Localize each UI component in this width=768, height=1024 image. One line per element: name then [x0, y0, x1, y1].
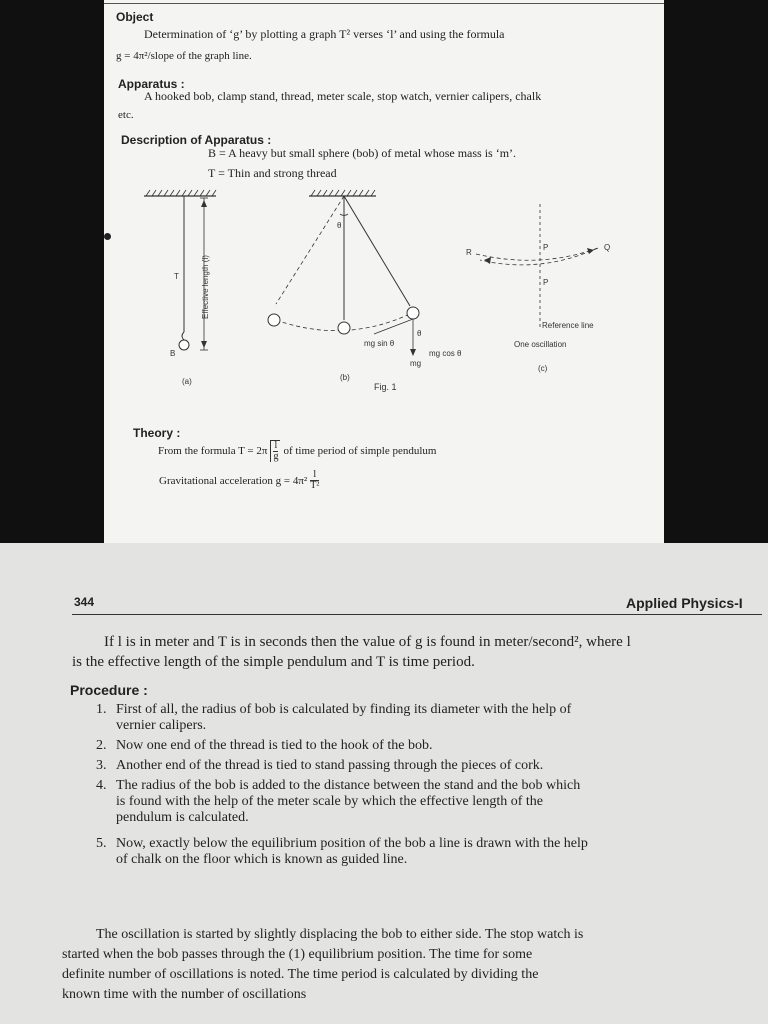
procedure-step-4	[96, 778, 764, 826]
mg-sin-label: mg sin θ	[364, 339, 395, 348]
step-number: 2.	[96, 738, 107, 753]
theta-top: θ	[337, 221, 342, 230]
bullet-mark	[104, 233, 111, 240]
object-heading: Object	[116, 10, 154, 24]
step-number: 5.	[96, 836, 107, 851]
theory-line1-post: of time period of simple pendulum	[283, 445, 437, 457]
theory-heading: Theory :	[133, 426, 181, 440]
step-line: pendulum is calculated.	[116, 810, 249, 825]
label-t-text: T	[174, 272, 179, 281]
header-rule	[72, 614, 762, 615]
label-p-bottom: P	[543, 278, 549, 287]
para1-line1: If l is in meter and T is in seconds then the value of g is found in meter/second², where l	[104, 634, 631, 650]
procedure-step-1	[96, 702, 764, 734]
procedure-step-5	[96, 836, 764, 868]
caption-c: (c)	[538, 364, 548, 373]
para2-line3: definite number of oscillations is noted. The time period is calculated by dividing the	[62, 967, 539, 982]
theory-line2	[159, 470, 319, 491]
theory-line2-pre: Gravitational acceleration g = 4π²	[159, 474, 308, 487]
description-heading: Description of Apparatus :	[121, 133, 272, 147]
step-line: Now one end of the thread is tied to the hook of the bob.	[116, 738, 433, 753]
step-line: First of all, the radius of bob is calculated by finding its diameter with the help of	[116, 702, 572, 717]
apparatus-line1: A hooked bob, clamp stand, thread, meter scale, stop watch, vernier calipers, chalk	[144, 89, 542, 103]
label-b-text: B	[170, 349, 176, 358]
pendulum-figure	[104, 184, 664, 394]
sqrt-num: l	[274, 440, 278, 451]
sqrt-fraction	[270, 440, 280, 462]
figure-a	[144, 190, 216, 386]
procedure-step-2	[96, 738, 764, 754]
one-oscillation-label: One oscillation	[514, 340, 567, 349]
step-number: 1.	[96, 702, 107, 717]
step-line: of chalk on the floor which is known as guided line.	[116, 852, 408, 867]
sqrt-den: g	[273, 451, 279, 462]
step-line: Now, exactly below the equilibrium position of the bob a line is drawn with the help	[116, 836, 588, 851]
apparatus-heading: Apparatus :	[118, 77, 185, 91]
reference-line-label: Reference line	[542, 321, 594, 330]
para1-line2: is the effective length of the simple pendulum and T is time period.	[72, 654, 475, 670]
description-line1: B = A heavy but small sphere (bob) of metal whose mass is ‘m’.	[208, 146, 517, 160]
step-line: The radius of the bob is added to the distance between the stand and the bob which	[116, 778, 581, 793]
running-header: Applied Physics-I	[626, 595, 743, 611]
theory-line1-pre: From the formula T = 2π	[158, 445, 268, 457]
caption-b: (b)	[340, 373, 350, 382]
object-line1: Determination of ‘g’ by plotting a graph T² verses ‘l’ and using the formula	[144, 27, 505, 41]
step-line: vernier calipers.	[116, 718, 207, 733]
effective-length-label: Effective length (l)	[201, 255, 210, 319]
step-line: Another end of the thread is tied to stand passing through the pieces of cork.	[116, 758, 544, 773]
top-rule	[104, 3, 664, 4]
figure-b	[268, 190, 462, 392]
page-upper	[104, 0, 664, 543]
caption-a: (a)	[182, 377, 192, 386]
page-lower	[0, 543, 768, 1024]
para2-line1: The oscillation is started by slightly displacing the bob to either side. The stop watch is	[96, 927, 584, 942]
step-number: 3.	[96, 758, 107, 773]
label-q: Q	[604, 243, 611, 252]
fig-caption: Fig. 1	[374, 382, 397, 392]
gravity-num: l	[310, 470, 319, 481]
mg-label: mg	[410, 359, 422, 368]
object-line2: g = 4π²/slope of the graph line.	[116, 50, 252, 62]
step-number: 4.	[96, 778, 107, 793]
gravity-fraction	[310, 470, 319, 491]
label-r: R	[466, 248, 472, 257]
page-number: 344	[74, 595, 95, 609]
description-line2: T = Thin and strong thread	[208, 166, 337, 180]
gravity-den: T²	[310, 480, 320, 491]
procedure-heading: Procedure :	[70, 682, 148, 698]
procedure-list	[96, 702, 764, 868]
procedure-step-3	[96, 758, 764, 774]
para2-line2: started when the bob passes through the (1) equilibrium position. The time for some	[62, 947, 533, 962]
theory-line1	[158, 440, 437, 462]
mg-cos-label: mg cos θ	[429, 349, 462, 358]
step-line: is found with the help of the meter scale by which the effective length of the	[116, 794, 543, 809]
theta-bob: θ	[417, 329, 422, 338]
label-p-top: P	[543, 243, 549, 252]
apparatus-line2: etc.	[118, 109, 134, 121]
figure-c	[466, 204, 610, 373]
para2-line4: known time with the number of oscillations	[62, 987, 307, 1002]
